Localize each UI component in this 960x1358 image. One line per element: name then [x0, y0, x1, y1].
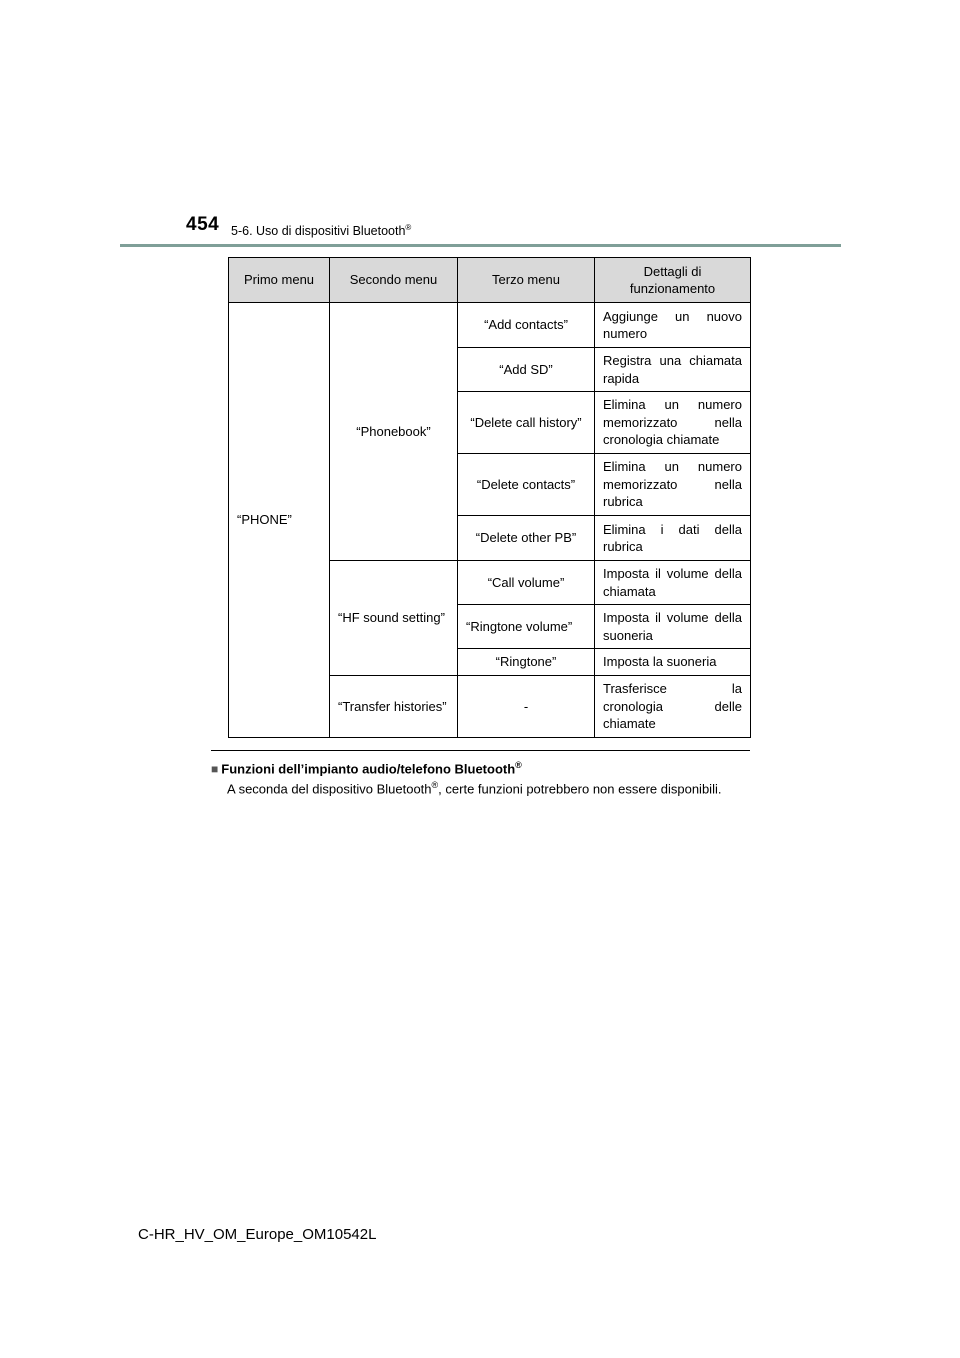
column-header-secondo: Secondo menu	[330, 258, 458, 303]
column-header-dettagli: Dettagli di funzionamento	[595, 258, 751, 303]
footer-code: C-HR_HV_OM_Europe_OM10542L	[138, 1226, 377, 1243]
section-title	[231, 223, 411, 238]
registered-mark: ®	[405, 223, 412, 232]
registered-mark: ®	[515, 760, 522, 770]
third-menu-cell: -	[458, 676, 595, 738]
page-number: 454	[186, 214, 220, 235]
detail-cell: Registra una chiamata rapida	[595, 348, 751, 392]
note-text	[227, 780, 721, 796]
third-menu-cell: “Delete call history”	[458, 392, 595, 454]
header-rule	[120, 244, 841, 247]
detail-cell: Elimina i dati della rubrica	[595, 516, 751, 561]
second-menu-transfer: “Transfer histories”	[330, 676, 458, 738]
square-bullet-icon: ■	[211, 762, 219, 777]
detail-cell: Aggiunge un nuovo numero	[595, 303, 751, 348]
detail-cell: Elimina un numero memorizzato nella cronologia chiamate	[595, 392, 751, 454]
third-menu-cell: “Ringtone volume”	[458, 605, 595, 649]
table-header-row	[229, 258, 751, 303]
section-divider	[211, 750, 750, 751]
section-title-text: 5-6. Uso di dispositivi Bluetooth	[231, 224, 406, 239]
menu-table	[228, 257, 751, 738]
registered-mark: ®	[431, 780, 439, 790]
detail-cell: Imposta il volume della suoneria	[595, 605, 751, 649]
column-header-terzo: Terzo menu	[458, 258, 595, 303]
note-title	[211, 760, 522, 776]
third-menu-cell: “Call volume”	[458, 561, 595, 605]
note-text-before: A seconda del dispositivo Bluetooth	[227, 781, 432, 797]
column-header-primo: Primo menu	[229, 258, 330, 303]
detail-cell: Elimina un numero memorizzato nella rubrica	[595, 454, 751, 516]
table-row	[229, 303, 751, 348]
first-menu-cell: “PHONE”	[229, 303, 330, 738]
detail-cell: Trasferisce la cronologia delle chiamate	[595, 676, 751, 738]
third-menu-cell: “Ringtone”	[458, 649, 595, 676]
note-title-text: Funzioni dell’impianto audio/telefono Bluetooth	[221, 761, 516, 777]
third-menu-cell: “Add contacts”	[458, 303, 595, 348]
third-menu-cell: “Add SD”	[458, 348, 595, 392]
second-menu-hf-sound: “HF sound setting”	[330, 561, 458, 676]
third-menu-cell: “Delete other PB”	[458, 516, 595, 561]
note-text-after: , certe funzioni potrebbero non essere disponibili.	[438, 781, 722, 797]
second-menu-phonebook: “Phonebook”	[330, 303, 458, 561]
detail-cell: Imposta il volume della chiamata	[595, 561, 751, 605]
third-menu-cell: “Delete contacts”	[458, 454, 595, 516]
detail-cell: Imposta la suoneria	[595, 649, 751, 676]
